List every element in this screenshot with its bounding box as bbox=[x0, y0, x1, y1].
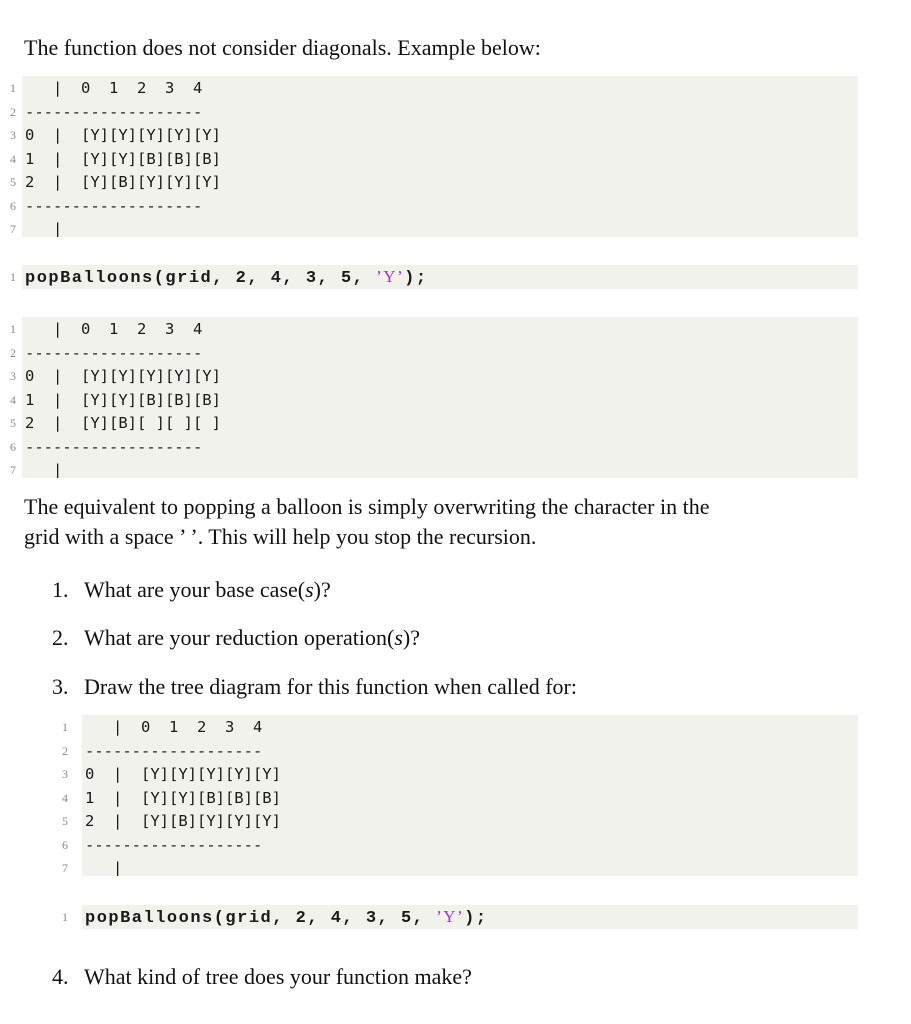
code-line: | bbox=[25, 220, 63, 237]
code-line: 2 | [Y][B][Y][Y][Y] bbox=[25, 173, 221, 191]
question-number: 2. bbox=[52, 625, 69, 650]
line-number: 7 bbox=[10, 222, 16, 236]
line-number: 3 bbox=[10, 128, 16, 142]
code-line: 2 | [Y][B][Y][Y][Y] bbox=[85, 812, 281, 830]
line-number: 2 bbox=[10, 345, 16, 360]
code-line: | 0 1 2 3 4 bbox=[25, 320, 203, 338]
question-item bbox=[52, 575, 331, 605]
question-number: 1. bbox=[52, 577, 69, 602]
line-number: 3 bbox=[62, 767, 68, 781]
code-line: ------------------- bbox=[25, 102, 203, 121]
grid-question-code bbox=[82, 715, 858, 876]
line-number: 5 bbox=[10, 416, 16, 430]
code-line: ------------------- bbox=[85, 835, 263, 854]
code-line: | bbox=[25, 461, 63, 478]
question-number: 3. bbox=[52, 674, 69, 699]
line-number: 7 bbox=[10, 463, 16, 477]
line-number: 4 bbox=[10, 151, 16, 166]
explanation-line: The equivalent to popping a balloon is simply overwriting the character in the bbox=[24, 494, 710, 519]
question-math: s bbox=[305, 577, 314, 602]
line-number: 4 bbox=[10, 392, 16, 407]
question-text-end: )? bbox=[402, 625, 420, 650]
line-number: 1 bbox=[10, 270, 16, 284]
call-question-code bbox=[82, 905, 858, 929]
line-number: 1 bbox=[62, 910, 68, 924]
line-number: 2 bbox=[62, 743, 68, 758]
code-line: 0 | [Y][Y][Y][Y][Y] bbox=[25, 126, 221, 144]
question-item bbox=[52, 672, 577, 702]
code-line: 1 | [Y][Y][B][B][B] bbox=[25, 390, 221, 409]
question-item bbox=[52, 623, 420, 653]
call-code: popBalloons(grid, 2, 4, 3, 5, bbox=[85, 909, 437, 928]
code-line: ------------------- bbox=[85, 741, 263, 760]
question-text-end: )? bbox=[313, 577, 331, 602]
code-line: | 0 1 2 3 4 bbox=[25, 79, 203, 97]
code-line: 2 | [Y][B][ ][ ][ ] bbox=[25, 414, 221, 432]
line-number: 6 bbox=[10, 198, 16, 213]
line-number: 6 bbox=[62, 837, 68, 852]
line-number: 1 bbox=[10, 81, 16, 95]
question-text: What are your base case( bbox=[84, 577, 306, 602]
explanation-line: grid with a space ’ ’. This will help you stop the recursion. bbox=[24, 524, 537, 549]
call-string-literal: ’Y’ bbox=[376, 267, 405, 286]
question-math: s bbox=[394, 625, 403, 650]
line-number: 5 bbox=[62, 814, 68, 828]
line-number: 7 bbox=[62, 861, 68, 875]
explanation-paragraph bbox=[24, 492, 864, 552]
call-code-end: ); bbox=[404, 269, 428, 288]
line-number: 4 bbox=[62, 790, 68, 805]
line-number: 2 bbox=[10, 104, 16, 119]
line-number: 1 bbox=[10, 322, 16, 336]
call-code: popBalloons(grid, 2, 4, 3, 5, bbox=[25, 269, 377, 288]
code-line: 1 | [Y][Y][B][B][B] bbox=[25, 149, 221, 168]
line-number: 3 bbox=[10, 369, 16, 383]
code-line: ------------------- bbox=[25, 343, 203, 362]
call-example-code bbox=[22, 265, 858, 289]
grid-before-code bbox=[22, 76, 858, 237]
code-line: 0 | [Y][Y][Y][Y][Y] bbox=[85, 765, 281, 783]
call-string-literal: ’Y’ bbox=[436, 907, 465, 926]
code-line: ------------------- bbox=[25, 437, 203, 456]
code-line: 0 | [Y][Y][Y][Y][Y] bbox=[25, 367, 221, 385]
question-text: Draw the tree diagram for this function when called for: bbox=[84, 674, 577, 699]
question-number: 4. bbox=[52, 964, 69, 989]
question-text: What are your reduction operation( bbox=[84, 625, 395, 650]
code-line: ------------------- bbox=[25, 196, 203, 215]
call-code-end: ); bbox=[464, 909, 488, 928]
line-number: 1 bbox=[62, 720, 68, 734]
code-line: | bbox=[85, 859, 123, 876]
code-line: | 0 1 2 3 4 bbox=[85, 718, 263, 736]
question-item bbox=[52, 962, 472, 992]
line-number: 5 bbox=[10, 175, 16, 189]
grid-after-code bbox=[22, 317, 858, 478]
code-line: 1 | [Y][Y][B][B][B] bbox=[85, 788, 281, 807]
intro-text: The function does not consider diagonals. Example below: bbox=[24, 35, 541, 60]
line-number: 6 bbox=[10, 439, 16, 454]
question-text: What kind of tree does your function make? bbox=[84, 964, 472, 989]
